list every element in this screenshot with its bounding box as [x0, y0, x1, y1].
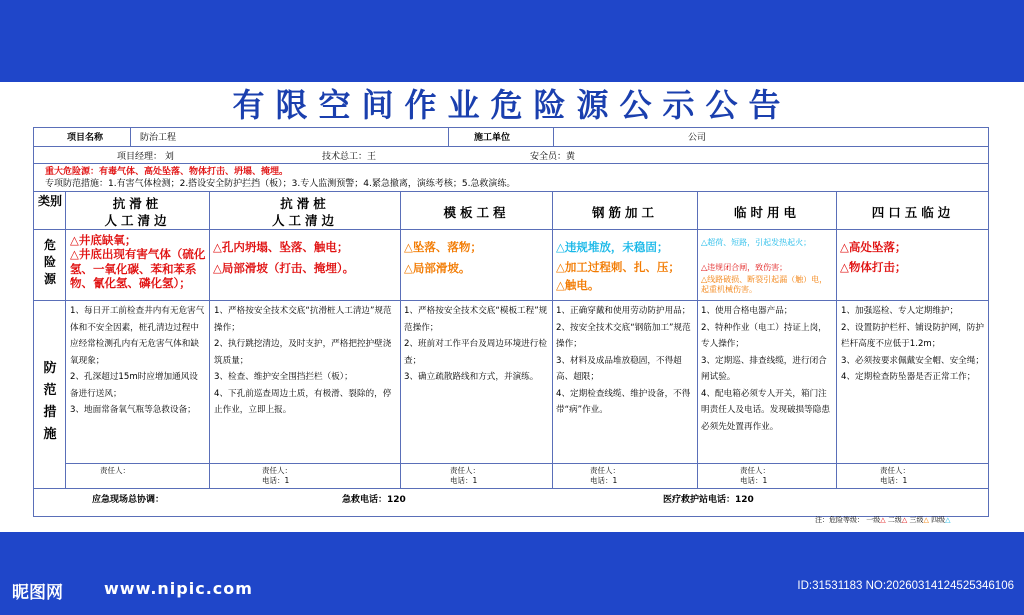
col-header-1-line1: 抗滑桩 — [112, 196, 163, 211]
hazard-item: △物体打击； — [840, 260, 907, 274]
prevention-measures: 1、严格按安全技术交底“模板工程”规范操作； 2、班前对工作平台及周边环境进行检查； 3、确立疏散路线和方式，并演练。 — [404, 306, 548, 382]
responsible-person: 责任人： — [100, 466, 130, 475]
category-label: 类别 — [37, 194, 62, 208]
col-header-2-line1: 抗滑桩 — [280, 196, 330, 211]
responsible-phone: 电话：1 — [262, 476, 290, 485]
row-divider — [65, 463, 989, 464]
col-header-5: 临时用电 — [733, 205, 800, 220]
hazard-item: △局部滑坡（打击、掩埋）。 — [213, 261, 355, 275]
project-name-value: 防治工程 — [140, 133, 177, 143]
hazard-item: △高处坠落； — [840, 240, 907, 254]
prevention-measures: 1、正确穿戴和使用劳动防护用品； 2、按安全技术交底“钢筋加工”规范操作； 3、材料及成品堆放稳固，不得超高、超限； 4、定期检查线缆、维护设备，不得带“病”作业。 — [556, 306, 691, 415]
nipic-url: www.nipic.com — [104, 579, 253, 598]
construction-unit-label: 施工单位 — [474, 133, 511, 143]
responsible-person: 责任人： — [450, 466, 480, 475]
col-divider — [553, 127, 554, 146]
responsible-phone: 电话：1 — [590, 476, 618, 485]
level-3-icon: △ — [923, 516, 929, 524]
medical-station-phone: 医疗救护站电话：120 — [663, 495, 754, 505]
row-divider — [33, 163, 989, 164]
legend-level-1: 一级 — [866, 516, 881, 524]
project-manager: 项目经理： 刘 — [117, 152, 174, 162]
col-divider — [65, 191, 66, 488]
responsible-person: 责任人： — [262, 466, 292, 475]
responsible-person: 责任人： — [880, 466, 910, 475]
col-header-6: 四口五临边 — [871, 205, 955, 220]
hazard-level-legend — [815, 516, 951, 525]
row-divider — [33, 488, 989, 489]
hazard-item: △坠落、落物； — [404, 240, 482, 254]
prevention-measures: 1、使用合格电器产品； 2、特种作业（电工）持证上岗，专人操作； 3、定期巡、排查线缆，进行闭合闸试验。 4、配电箱必须专人开关，箱门注明责任人及电话。发现破损等隐患必须先处置再作业。 — [701, 306, 830, 432]
responsible-phone: 电话：1 — [740, 476, 768, 485]
special-prevention-plan: 专项防范措施：1.有害气体检测；2.搭设安全防护拦挡（板）；3.专人监测预警；4.紧急撤离，演练考核；5.急救演练。 — [45, 179, 516, 189]
emergency-phone: 急救电话：120 — [342, 495, 406, 505]
col-divider — [130, 127, 131, 146]
hazard-item: △超荷、短路，引起发热起火； — [701, 238, 812, 247]
safety-officer: 安全员：黄 — [530, 152, 576, 162]
col-header-4: 钢筋加工 — [591, 205, 658, 220]
row-divider — [33, 229, 989, 230]
emergency-coordinator: 应急现场总协调： — [92, 495, 165, 505]
legend-prefix: 注：危险等级： — [815, 516, 864, 524]
page-title: 有限空间作业危险源公示公告 — [232, 86, 792, 124]
construction-unit-value: 公司 — [688, 133, 707, 143]
col-divider — [697, 191, 698, 488]
legend-level-4: 四级 — [931, 516, 946, 524]
hazard-item: △局部滑坡。 — [404, 261, 471, 275]
prevention-measures: 1、每日开工前检查井内有无危害气体和不安全因素，桩孔清边过程中应经常检测孔内有无危害气体和缺氧现象； 2、孔深超过15m时应增加通风设备进行送风； 3、地面常备氧气瓶等急救设备； — [70, 306, 205, 415]
hazard-source-label: 危险源 — [43, 238, 56, 286]
technical-chief: 技术总工：王 — [322, 152, 377, 162]
legend-level-2: 二级 — [887, 516, 902, 524]
level-1-icon: △ — [880, 516, 886, 524]
hazard-item: △加工过程刺、扎、压； — [556, 260, 680, 274]
project-name-label: 项目名称 — [67, 133, 104, 143]
image-id-watermark: ID:31531183 NO:20260314124525346106 — [797, 580, 1014, 592]
hazard-item: △违规堆放，未稳固； — [556, 240, 669, 254]
level-4-icon: △ — [945, 516, 951, 524]
row-divider — [33, 300, 989, 301]
hazard-item: △线路破损、断裂引起漏（触）电，起重机械伤害。 — [701, 275, 828, 294]
hazard-item: △触电。 — [556, 278, 600, 292]
hazard-item: △孔内坍塌、坠落、触电； — [213, 240, 349, 254]
col-divider — [448, 127, 449, 146]
row-divider — [33, 191, 989, 192]
col-divider — [209, 191, 210, 488]
hazard-item: △井底缺氧； — [70, 233, 137, 247]
col-divider — [400, 191, 401, 488]
prevention-measures: 1、严格按安全技术交底“抗滑桩人工清边”规范操作； 2、执行跳挖清边，及时支护，严格把控护壁浇筑质量； 3、检查、维护安全围挡拦栏（板）； 4、下孔前巡查周边土质，有极滑、裂除的，停止作业，立即上报。 — [214, 306, 392, 415]
prevention-measures: 1、加强巡检、专人定期维护； 2、设置防护栏杆、铺设防护网，防护栏杆高度不应低于1.2m； 3、必须按要求佩戴安全帽、安全绳； 4、定期检查防坠器是否正常工作； — [841, 306, 984, 382]
level-2-icon: △ — [901, 516, 908, 524]
hazard-item: △井底出现有害气体（硫化氢、一氧化碳、苯和苯系物、氰化氢、磷化氢）； — [70, 247, 206, 290]
responsible-phone: 电话：1 — [450, 476, 478, 485]
major-hazard-source: 重大危险源：有毒气体、高处坠落、物体打击、坍塌、掩埋。 — [45, 167, 289, 177]
responsible-phone: 电话：1 — [880, 476, 908, 485]
col-header-3: 模板工程 — [443, 205, 510, 220]
hazard-item: △违规闭合闸，致伤害； — [701, 263, 788, 272]
top-blue-band — [0, 0, 1024, 82]
col-header-1-line2: 人工清边 — [104, 213, 171, 228]
prevention-measure-label: 防范措施 — [43, 361, 57, 442]
bottom-blue-band — [0, 532, 1024, 615]
nipic-logo: 昵图网 — [12, 583, 63, 603]
col-header-2-line2: 人工清边 — [271, 213, 338, 228]
col-divider — [552, 191, 553, 488]
row-divider — [33, 146, 989, 147]
col-divider — [836, 191, 837, 488]
legend-level-3: 三级 — [909, 516, 924, 524]
responsible-person: 责任人： — [590, 466, 620, 475]
responsible-person: 责任人： — [740, 466, 770, 475]
